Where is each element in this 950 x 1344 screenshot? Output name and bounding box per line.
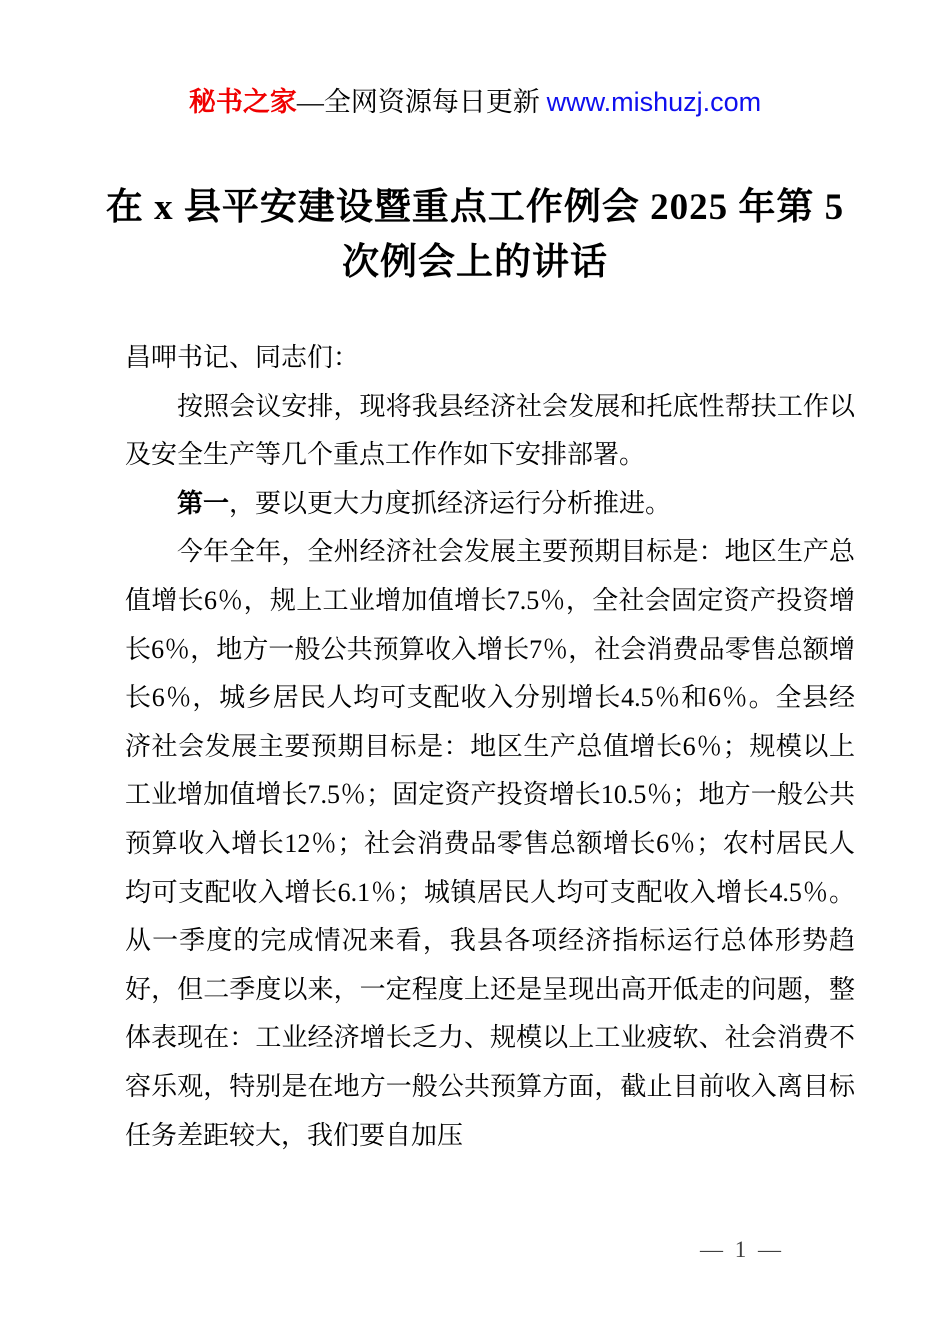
- paragraph-emphasis: 第一: [177, 488, 230, 518]
- document-title-line-2: 次例会上的讲话: [342, 242, 608, 283]
- paragraph-text: ，要以更大力度抓经济运行分析推进。: [229, 488, 672, 518]
- site-url-link[interactable]: www.mishuzj.com: [546, 87, 762, 117]
- paragraph: [125, 383, 855, 480]
- page-number: — 1 —: [700, 1237, 784, 1262]
- paragraph-text: 昌呷书记、同志们：: [125, 343, 360, 372]
- paragraph: [125, 480, 855, 529]
- document-body: [125, 334, 855, 1160]
- site-brand: 秘书之家: [188, 87, 297, 117]
- site-tagline: —全网资源每日更新: [296, 87, 547, 117]
- paragraph: [125, 334, 855, 383]
- paragraph-text: 今年全年，全州经济社会发展主要预期目标是：地区生产总值增长6％，规上工业增加值增长7.5％，全社会固定资产投资增长6％，地方一般公共预算收入增长7％，社会消费品零售总额增长6％，城乡居民人均可支配收入分别增长4.5％和6％。全县经济社会发展主要预期目标是：地区生产总值增长6％；规模以上工业增加值增长7.5％；固定资产投资增长10.5％；地方一般公共预算收入增长12％；社会消费品零售总额增长6％；农村居民人均可支配收入增长6.1％；城镇居民人均可支配收入增长4.5％。从一季度的完成情况来看，我县各项经济指标运行总体形势趋好，但二季度以来，一定程度上还是呈现出高开低走的问题，整体表现在：工业经济增长乏力、规模以上工业疲软、社会消费不容乐观，特别是在地方一般公共预算方面，截止目前收入离目标任务差距较大，我们要自加压: [125, 537, 855, 1150]
- paragraph: [125, 528, 855, 1160]
- document-title: [0, 180, 950, 290]
- paragraph-text: 按照会议安排，现将我县经济社会发展和托底性帮扶工作以及安全生产等几个重点工作作如下安排部署。: [125, 391, 855, 470]
- site-header: [0, 85, 950, 119]
- document-title-line-1: 在 x 县平安建设暨重点工作例会 2025 年第 5: [105, 187, 845, 228]
